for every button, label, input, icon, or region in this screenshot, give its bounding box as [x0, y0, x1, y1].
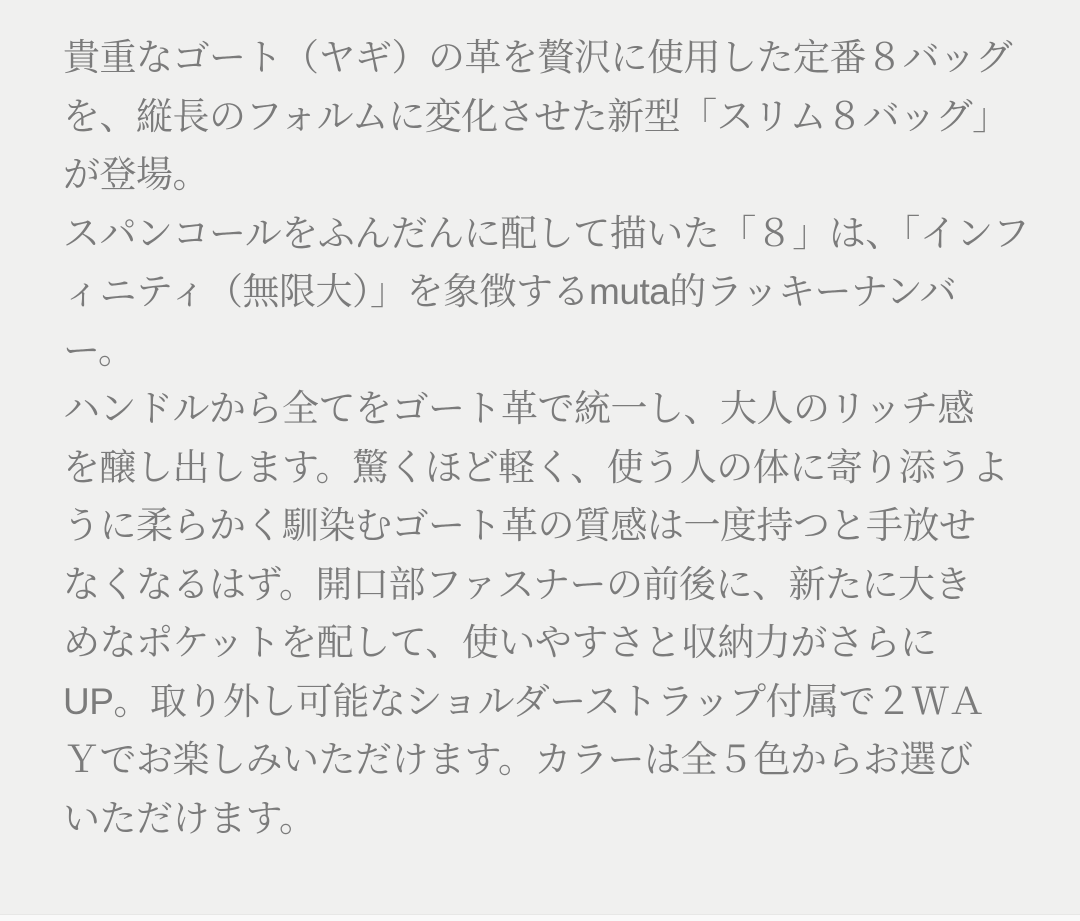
description-line: を、縦長のフォルムに変化させた新型「スリム８バッグ」 — [63, 95, 1009, 137]
description-line: ハンドルから全てをゴート革で統一し、大人のリッチ感 — [63, 388, 975, 429]
description-line: ィニティ（無限大）」を象徴するmuta的ラッキーナンバ — [63, 271, 957, 312]
description-line: ー。 — [63, 329, 135, 371]
section-divider — [0, 914, 1080, 921]
description-line: が登場。 — [63, 154, 209, 195]
description-line: を醸し出します。驚くほど軽く、使う人の体に寄り添うよ — [63, 446, 1009, 488]
description-line: UP。取り外し可能なショルダーストラップ付属で２ＷＡ — [63, 680, 985, 722]
description-line: スパンコールをふんだんに配して描いた「８」は、「インフ — [63, 212, 1030, 254]
description-line: 貴重なゴート（ヤギ）の革を贅沢に使用した定番８バッグ — [63, 37, 1012, 78]
description-line: めなポケットを配して、使いやすさと収納力がさらに — [63, 622, 937, 663]
description-line: Ｙでお楽しみいただけます。カラーは全５色からお選び — [63, 739, 973, 780]
description-line: なくなるはず。開口部ファスナーの前後に、新たに大き — [63, 563, 972, 605]
description-line: いただけます。 — [63, 797, 316, 839]
description-line: うに柔らかく馴染むゴート革の質感は一度持つと手放せ — [63, 505, 976, 546]
